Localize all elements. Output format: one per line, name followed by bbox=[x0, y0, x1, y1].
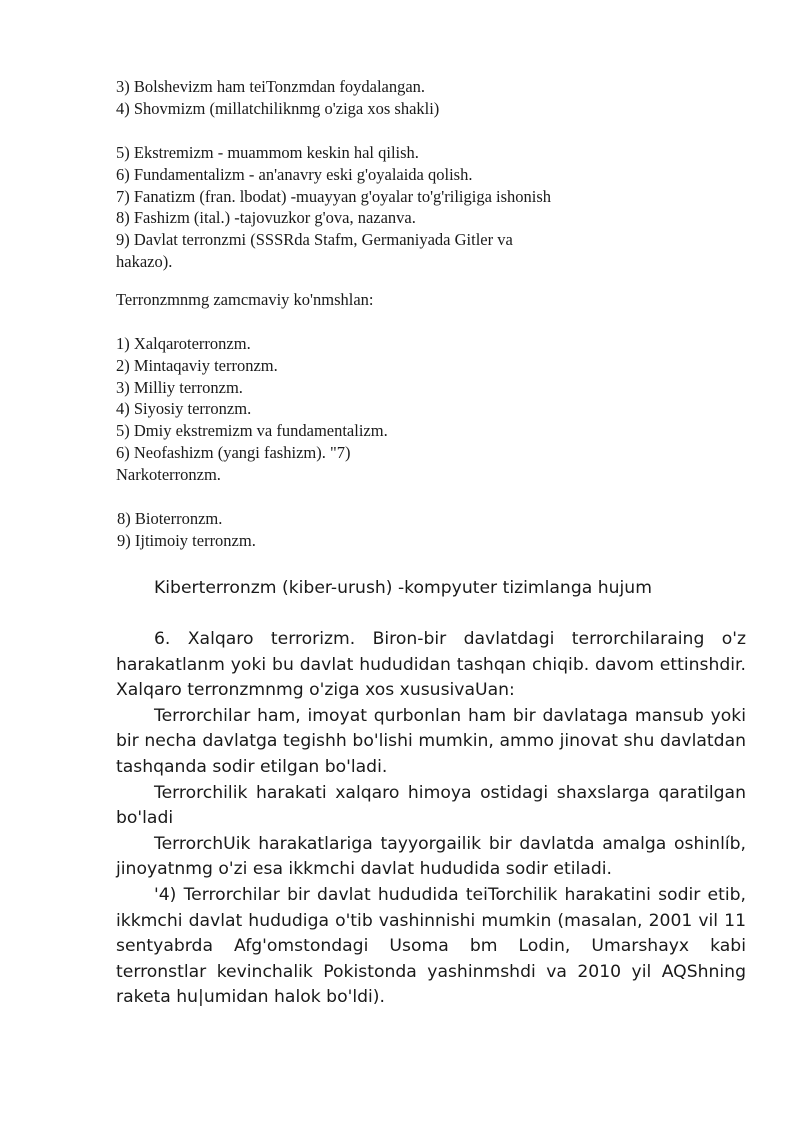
list-item: 9) Ijtimoiy terronzm. bbox=[117, 530, 256, 550]
list-block-2 bbox=[116, 142, 636, 273]
list-item: 4) Siyosiy terronzm. bbox=[116, 399, 252, 419]
list-item: 3) Milliy terronzm. bbox=[116, 377, 243, 397]
section-heading-block bbox=[116, 289, 636, 311]
list-item: hakazo). bbox=[116, 251, 173, 271]
paragraph: Terrorchilar ham, imoyat qurbonlan ham bir davlataga mansub yoki bir necha davlatga tegishh bo'lishi mumkin, ammo jinovat shu davlatdan tashqanda sodir etilgan bo'ladi. bbox=[116, 705, 746, 777]
list-item: 3) Bolshevizm ham teiTonzmdan foydalangan. bbox=[116, 77, 426, 96]
list-block-5 bbox=[117, 508, 637, 552]
list-item: 9) Davlat terronzmi (SSSRda Stafm, Germaniyada Gitler va bbox=[116, 230, 513, 250]
list-item: 5) Dmiy ekstremizm va fundamentalizm. bbox=[116, 421, 388, 441]
list-item: 6) Neofashizm (yangi fashizm). "7) bbox=[116, 442, 351, 462]
list-item: 2) Mintaqaviy terronzm. bbox=[116, 355, 278, 375]
list-block-4 bbox=[116, 333, 636, 486]
paragraph: TerrorchUik harakatlariga tayyorgailik bir davlatda amalga oshinlíb, jinoyatnmg o'zi esa ikkmchi davlat hududida sodir etiladi. bbox=[116, 833, 746, 880]
list-item: 8) Fashizm (ital.) -tajovuzkor g'ova, nazanva. bbox=[116, 208, 416, 228]
list-item: 6) Fundamentalizm - an'anavry eski g'oyalaida qolish. bbox=[116, 164, 473, 184]
list-item: 5) Ekstremizm - muammom keskin hal qilish. bbox=[116, 143, 419, 162]
cyber-terrorism-line: Kiberterronzm (kiber-urush) -kompyuter tizimlanga hujum bbox=[154, 578, 652, 598]
list-item: 4) Shovmizm (millatchiliknmg o'ziga xos shakli) bbox=[116, 98, 440, 118]
list-item: 7) Fanatizm (fran. lbodat) -muayyan g'oyalar to'g'riligiga ishonish bbox=[116, 186, 552, 206]
section-heading: Terronzmnmg zamcmaviy ko'nmshlan: bbox=[116, 290, 374, 309]
list-item: 1) Xalqaroterronzm. bbox=[116, 334, 251, 353]
paragraph: 6. Xalqaro terrorizm. Biron-bir davlatdagi terrorchilaraing o'z harakatlanm yoki bu davlat hududidan tashqan chiqib. davom ettinshdir. Xalqaro terronzmnmg o'ziga xos xususivaUan: bbox=[116, 629, 746, 701]
list-item: 8) Bioterronzm. bbox=[117, 509, 223, 528]
paragraph: Terrorchilik harakati xalqaro himoya ostidagi shaxslarga qaratilgan bo'ladi bbox=[116, 782, 746, 829]
list-block-1 bbox=[116, 76, 636, 120]
body-paragraphs bbox=[116, 627, 746, 1011]
list-item: Narkoterronzm. bbox=[116, 464, 221, 484]
paragraph: '4) Terrorchilar bir davlat hududida teiTorchilik harakatini sodir etib, ikkmchi davlat hududiga o'tib vashinnishi mumkin (masalan, 2001 vil 11 sentyabrda Afg'omstondagi Usoma bm Lodin, Umarshayx kabi terronstlar kevinchalik Pokistonda yashinmshdi va 2010 yil AQShning raketa hu|umidan halok bo'ldi). bbox=[116, 884, 746, 1008]
